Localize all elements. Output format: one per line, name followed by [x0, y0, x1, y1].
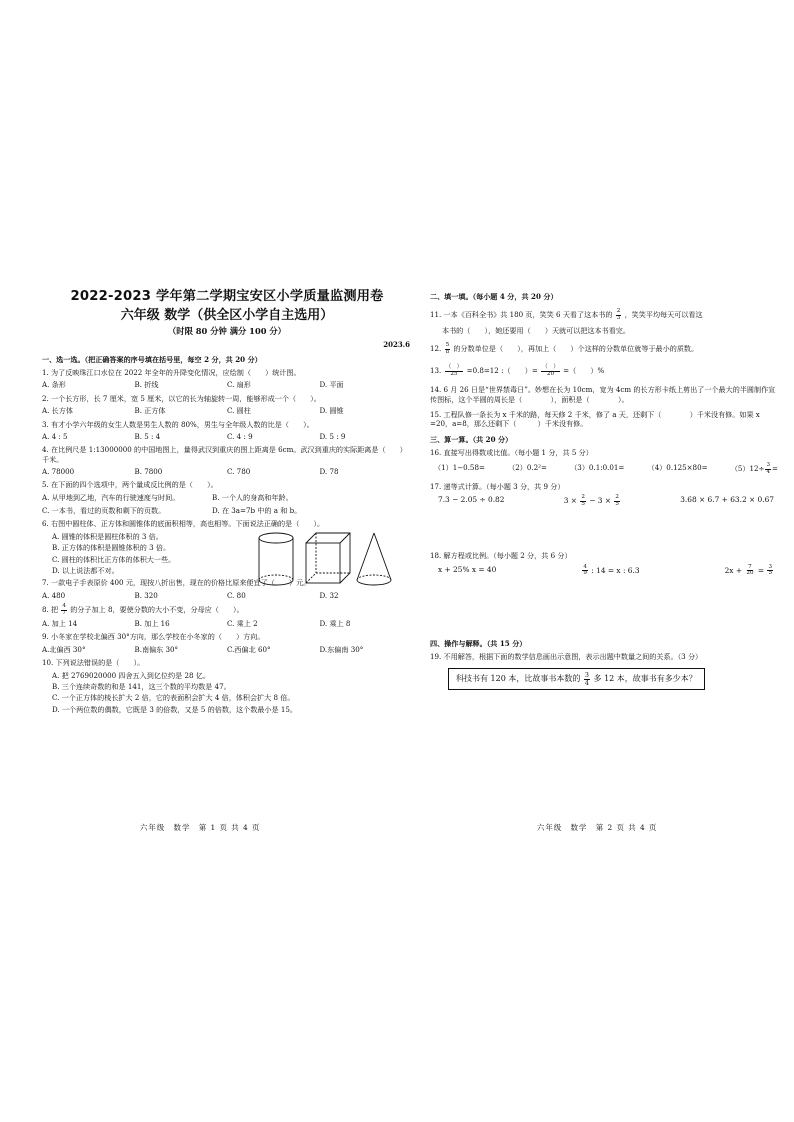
question-1: 1. 为了反映珠江口水位在 2022 年全年的升降变化情况，应绘制（ ）统计图。 A. 条形 B. 折线 C. 扇形 D. 平面: [42, 368, 412, 390]
option-d[interactable]: D. 圆锥: [319, 406, 344, 416]
option-d[interactable]: D. 平面: [319, 380, 344, 390]
option-d[interactable]: D.东偏南 30°: [319, 644, 364, 654]
exam-date: 2023.6: [383, 339, 410, 349]
question-17-items: 7.3 − 2.05 ÷ 0.82 3 × $\frac{2}{5}$ − 3 × $\frac{2}{5}$ 3.68 × 6.7 + 63.2 × 0.67: [438, 493, 774, 507]
option-b[interactable]: B. 7800: [134, 466, 163, 476]
option-c[interactable]: C. 80: [227, 590, 246, 600]
option-a[interactable]: A. 从甲地到乙地，汽车的行驶速度与时间。: [42, 492, 180, 502]
option-a[interactable]: A. 78000: [42, 466, 75, 476]
question-19-box: 科技书有 120 本，比故事书本数的 $\frac{3}{4}$ 多 12 本，故事书有多少本？: [448, 668, 705, 690]
fraction: $\frac{( )}{20}$: [542, 364, 559, 377]
question-10: 10. 下列说法错误的是（ ）。 A. 把 2769020000 四舍五入到亿位约是 28 亿。 B. 三个连续奇数的和是 141，这三个数的平均数是 47。 C. 一个正方体的棱长扩大 2 倍，它的表面积会扩大 4 倍，体积会扩大 8 倍。 D. 一个两位数的偶数，它既是 3 的倍数，又是 5 的倍数，这个数最小是 15。: [42, 658, 412, 714]
fraction: $\frac{2}{5}$: [615, 493, 619, 507]
fraction: $\frac{4}{9}$: [583, 563, 587, 577]
option-c[interactable]: C. 4 : 9: [227, 431, 253, 441]
option-c[interactable]: C. 780: [227, 466, 251, 476]
option-a[interactable]: A. 把 2769020000 四舍五入到亿位约是 28 亿。: [52, 670, 210, 680]
option-d[interactable]: D. 乘上 8: [319, 619, 351, 629]
option-d[interactable]: D. 以上说法都不对。: [52, 565, 119, 575]
option-b[interactable]: B. 320: [134, 590, 158, 600]
footer-right: 六年级 数学 第 2 页 共 4 页: [537, 823, 658, 832]
option-b[interactable]: B. 一个人的身高和年龄。: [212, 492, 293, 502]
fraction: $\frac{5}{8}$: [445, 341, 450, 355]
option-d[interactable]: D. 5 : 9: [319, 431, 346, 441]
fraction: $\frac{3}{4}$: [584, 671, 589, 687]
option-a[interactable]: A. 4 : 5: [42, 431, 68, 441]
fraction: $\frac{( )}{25}$: [445, 364, 463, 377]
fraction: $\frac{3}{5}$: [768, 563, 772, 577]
question-5: 5. 在下面的四个选项中，两个量成反比例的是（ ）。 A. 从甲地到乙地，汽车的行驶速度与时间。 B. 一个人的身高和年龄。 C. 一本书，看过的页数和剩下的页数。 D. 在 3a=7b 中的 a 和 b。: [42, 480, 412, 515]
question-9: 9. 小冬家在学校北偏西 30°方向，那么学校在小冬家的（ ）方向。 A.北偏西 30° B.南偏东 30° C.西偏北 60° D.东偏南 30°: [42, 632, 412, 654]
option-a[interactable]: A.北偏西 30°: [42, 644, 86, 654]
question-16-items: （1）1−0.58= （2）0.2²= （3）0.1:0.01= （4）0.125×80= （5）12÷ $\frac{3}{4}$ =: [434, 462, 778, 476]
question-19: 19. 不用解答，根据下面的数学信息画出示意图，表示出题中数量之间的关系。（3 分）: [430, 652, 703, 662]
question-15: 15. 工程队修一条长为 x 千米的路，每天修 2 千米，修了 a 天，还剩下（ ）千米没有修。如果 x =20，a=8，那么还剩下（ ）千米没有修。: [430, 410, 760, 429]
option-a[interactable]: A. 条形: [42, 380, 66, 390]
option-d[interactable]: D. 78: [319, 466, 339, 476]
exam-subtitle: 六年级 数学（供全区小学自主选用）: [120, 308, 334, 324]
exam-meta: （时限 80 分钟 满分 100 分）: [168, 325, 286, 336]
option-b[interactable]: B. 5 : 4: [134, 431, 161, 441]
question-18-items: x + 25% x = 40 $\frac{4}{9}$ : 14 = x : 6.3 2x + $\frac{7}{20}$ = $\frac{3}{5}$: [438, 563, 772, 577]
section-1-heading: 一、选一选。（把正确答案的序号填在括号里，每空 2 分，共 20 分）: [42, 354, 262, 364]
fraction: $\frac{2}{5}$: [581, 493, 585, 507]
question-12: 12. $\frac{5}{8}$ 的分数单位是（ ），再加上（ ）个这样的分数单位就等于最小的质数。: [430, 341, 699, 355]
option-c[interactable]: C. 圆柱: [227, 406, 251, 416]
exam-title: 2022-2023 学年第二学期宝安区小学质量监测用卷: [70, 289, 384, 304]
option-a[interactable]: A. 圆锥的体积是圆柱体积的 3 倍。: [52, 531, 163, 541]
option-b[interactable]: B.南偏东 30°: [134, 644, 179, 654]
fraction: $\frac{3}{4}$: [766, 462, 771, 476]
cube-shape: [306, 533, 350, 583]
section-3-heading: 三、算一算。（共 20 分）: [430, 434, 513, 444]
option-d[interactable]: D. 32: [319, 590, 339, 600]
option-c[interactable]: C. 一本书，看过的页数和剩下的页数。: [42, 506, 166, 516]
option-d[interactable]: D. 在 3a=7b 中的 a 和 b。: [212, 506, 302, 516]
option-c[interactable]: C. 一个正方体的棱长扩大 2 倍，它的表面积会扩大 4 倍，体积会扩大 8 倍。: [52, 693, 295, 703]
option-c[interactable]: C. 圆柱的体积比正方体的体积大一些。: [52, 554, 176, 564]
section-4-heading: 四、操作与解释。（共 15 分）: [430, 638, 527, 648]
right-page: [430, 292, 782, 690]
option-b[interactable]: B. 折线: [134, 380, 159, 390]
solids-figure: [254, 529, 394, 591]
fraction: $\frac{2}{3}$: [616, 308, 621, 321]
fraction: $\frac{4}{7}$: [62, 602, 66, 616]
option-b[interactable]: B. 三个连续奇数的和是 141，这三个数的平均数是 47。: [52, 681, 231, 691]
section-2-heading: 二、填一填。（每小题 4 分，共 20 分）: [430, 292, 558, 301]
question-14: 14. 6 月 26 日是“世界禁毒日”。妙想在长为 10cm，宽为 4cm 的长方形卡纸上剪出了一个最大的半圆制作宣传图标，这个半圆的周长是（ ），面积是（ ）。: [430, 385, 776, 404]
option-c[interactable]: C. 乘上 2: [227, 619, 258, 629]
question-7: 7. 一款电子手表原价 400 元，现按八折出售，现在的价格比原来便宜了（ ）元。 A. 480 B. 320 C. 80 D. 32: [42, 578, 412, 600]
footer-left: 六年级 数学 第 1 页 共 4 页: [140, 823, 261, 832]
option-a[interactable]: A. 480: [42, 590, 66, 600]
question-4: 4. 在比例尺是 1:13000000 的中国地图上，量得武汉到重庆的图上距离是 6cm。武汉到重庆的实际距离是（ ）千米。 A. 78000 B. 7800 C. 780 D. 78: [42, 445, 412, 476]
option-b[interactable]: B. 加上 16: [134, 619, 170, 629]
option-c[interactable]: C.西偏北 60°: [227, 644, 271, 654]
question-17: 17. 递等式计算。（每小题 3 分，共 9 分）: [430, 481, 565, 491]
fraction: $\frac{7}{20}$: [746, 563, 754, 577]
cylinder-shape: [259, 533, 293, 585]
cone-shape: [357, 533, 391, 585]
option-a[interactable]: A. 加上 14: [42, 619, 78, 629]
question-2: 2. 一个长方形，长 7 厘米，宽 5 厘米，以它的长为轴旋转一周，能够形成一个（ ）。 A. 长方体 B. 正方体 C. 圆柱 D. 圆锥: [42, 394, 412, 416]
left-page: [42, 288, 412, 716]
option-c[interactable]: C. 扇形: [227, 380, 251, 390]
option-d[interactable]: D. 一个两位数的偶数，它既是 3 的倍数，又是 5 的倍数，这个数最小是 15。: [52, 704, 297, 714]
question-3: 3. 有才小学六年级的女生人数是男生人数的 80%，男生与全年级人数的比是（ ）。 A. 4 : 5 B. 5 : 4 C. 4 : 9 D. 5 : 9: [42, 420, 412, 442]
option-b[interactable]: B. 正方体: [134, 406, 166, 416]
question-11: 11. 一本《百科全书》共 180 页，笑笑 6 天看了这本书的 $\frac{2}{3}$ ，笑笑平均每天可以看这 本书的（ ），她还要用（ ）天就可以把这本书看完。: [430, 308, 703, 335]
option-b[interactable]: B. 正方体的体积是圆锥体积的 3 倍。: [52, 543, 171, 553]
question-6: 6. 右图中圆柱体、正方体和圆锥体的底面积相等，高也相等。下面说法正确的是（ ）。 A. 圆锥的体积是圆柱体积的 3 倍。 B. 正方体的体积是圆锥体积的 3 倍。 C. 圆柱的体积比正方体的体积大一些。 D. 以上说法都不对。: [42, 519, 412, 575]
question-13: 13. $\frac{( )}{25}$ =0.8=12 :（ ）= $\frac{( )}{20}$ =（ ）%: [430, 364, 605, 377]
question-18: 18. 解方程或比例。（每小题 2 分，共 6 分）: [430, 551, 572, 561]
question-16: 16. 直接写出得数或比值。（每小题 1 分，共 5 分）: [430, 448, 593, 458]
question-8: 8. 把 $\frac{4}{7}$ 的分子加上 8，要使分数的大小不变，分母应（ ）。 A. 加上 14 B. 加上 16 C. 乘上 2 D. 乘上 8: [42, 604, 412, 629]
option-a[interactable]: A. 长方体: [42, 406, 73, 416]
